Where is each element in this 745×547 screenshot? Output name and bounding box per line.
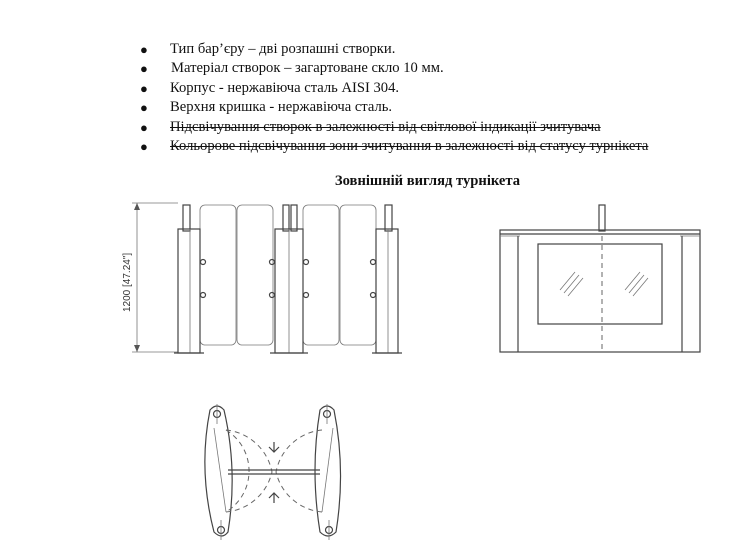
bullet-icon: ●: [140, 42, 148, 57]
bullet-icon: ●: [140, 119, 148, 135]
feature-text: Кольорове підсвічування зони зчитування в залежності від статусу турнікета: [170, 137, 649, 154]
feature-text: Тип бар’єру – дві розпашні створки.: [170, 41, 396, 57]
figure-caption: Зовнішній вигляд турнікета: [334, 173, 521, 189]
dimension-label: 1200 [47.24"]: [122, 252, 133, 312]
bullet-icon: ●: [140, 138, 148, 154]
side-view-drawing: [500, 205, 700, 352]
feature-text: Матеріал створок – загартоване скло 10 мм.: [171, 60, 444, 77]
bullet-icon: ●: [140, 80, 148, 96]
top-view-drawing: [205, 404, 341, 540]
feature-text: Верхня кришка - нержавіюча сталь.: [170, 99, 393, 116]
bullet-icon: ●: [140, 61, 148, 77]
bullet-icon: ●: [140, 100, 148, 116]
feature-text: Підсвічування створок в залежності від світлової індикації зчитувача: [170, 118, 601, 135]
front-view-drawing: [122, 203, 402, 353]
feature-text: Корпус - нержавіюча сталь AISI 304.: [170, 79, 400, 96]
